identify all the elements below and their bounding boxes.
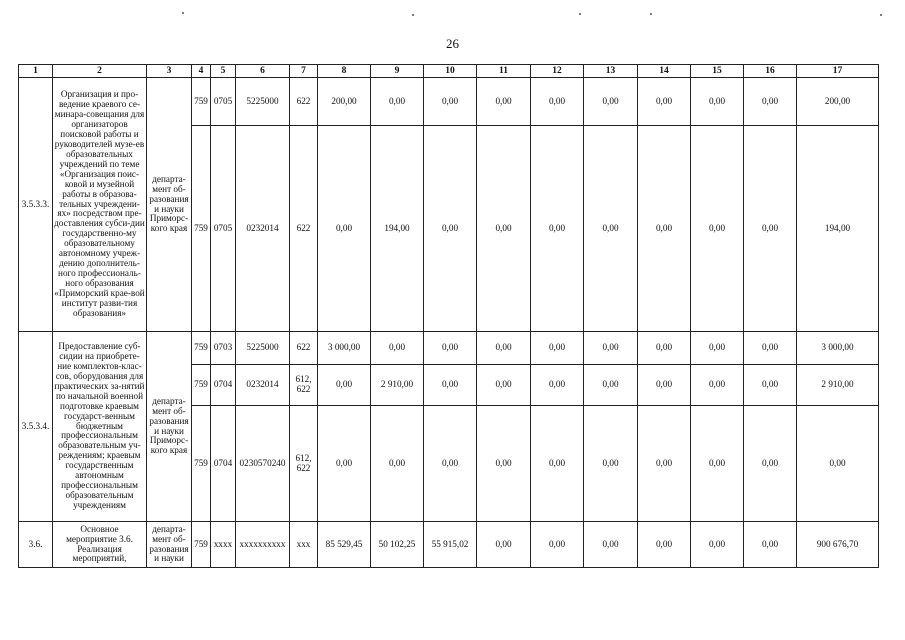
table-cell: 622 <box>290 332 318 365</box>
table-cell: 0,00 <box>371 406 424 522</box>
table-cell: 0232014 <box>236 126 290 332</box>
row-number: 3.6. <box>19 522 53 568</box>
column-header: 11 <box>477 65 531 78</box>
table-cell: 0,00 <box>371 78 424 126</box>
budget-table <box>18 64 879 568</box>
table-cell: 0,00 <box>318 406 371 522</box>
executor: департа-мент об-разования и науки Приморс-кого края <box>147 332 192 522</box>
table-cell: 0,00 <box>638 365 691 406</box>
table-cell: 759 <box>192 406 211 522</box>
table-cell: 3 000,00 <box>318 332 371 365</box>
table-cell: 0,00 <box>744 406 797 522</box>
activity-name: Организация и про-ведение краевого се-минара-совещания для организаторов поисковой работы и руководителей музе-ев образовательных учреждений по теме «Организация поис-ковой и музейной работы в образова-тельных учреждени-ях» посредством пре-доставления субси-дии государственно-му образовательному автономному учреж-дению дополнитель-ного профессиональ-ного образования «Приморский крае-вой институт разви-тия образования» <box>53 78 147 332</box>
column-header: 4 <box>192 65 211 78</box>
table-cell: 0,00 <box>477 332 531 365</box>
column-header: 2 <box>53 65 147 78</box>
column-header: 15 <box>691 65 744 78</box>
column-header: 8 <box>318 65 371 78</box>
table-cell: xxxxxxxxxx <box>236 522 290 568</box>
table-cell: 85 529,45 <box>318 522 371 568</box>
table-cell: 0705 <box>211 78 236 126</box>
column-header: 14 <box>638 65 691 78</box>
table-cell: 0,00 <box>638 406 691 522</box>
scan-speck <box>579 13 581 15</box>
table-cell: 0,00 <box>371 332 424 365</box>
column-header: 6 <box>236 65 290 78</box>
table-cell: 0,00 <box>691 522 744 568</box>
table-row <box>19 522 879 568</box>
table-cell: 2 910,00 <box>797 365 879 406</box>
table-cell: 0,00 <box>424 332 477 365</box>
table-cell: 0,00 <box>477 78 531 126</box>
table-cell: 612, 622 <box>290 365 318 406</box>
table-cell: 0,00 <box>584 365 638 406</box>
table-cell: 0,00 <box>638 126 691 332</box>
table-cell: 50 102,25 <box>371 522 424 568</box>
row-number: 3.5.3.4. <box>19 332 53 522</box>
table-cell: 0,00 <box>584 406 638 522</box>
table-cell: 0,00 <box>638 332 691 365</box>
table-cell: 759 <box>192 522 211 568</box>
table-cell: 0,00 <box>477 406 531 522</box>
table-cell: 3 000,00 <box>797 332 879 365</box>
scan-speck <box>182 12 184 14</box>
table-cell: 900 676,70 <box>797 522 879 568</box>
column-header: 13 <box>584 65 638 78</box>
table-cell: 0,00 <box>531 126 584 332</box>
table-cell: 0,00 <box>531 365 584 406</box>
table-cell: 0,00 <box>797 406 879 522</box>
table-header-row <box>19 65 879 78</box>
activity-name: Основное мероприятие 3.6. Реализация мероприятий, <box>53 522 147 568</box>
table-cell: 0,00 <box>424 365 477 406</box>
table-cell: 0,00 <box>744 126 797 332</box>
table-cell: 0,00 <box>318 365 371 406</box>
table-cell: 5225000 <box>236 332 290 365</box>
table-cell: 200,00 <box>318 78 371 126</box>
activity-name: Предоставление суб-сидии на приобрете-ние комплектов-клас-сов, оборудования для практических за-нятий по начальной военной подготовке краевым государст-венным бюджетным профессиональным образовательным уч-реждениям; краевым государственным автономным профессиональным образовательным учреждениям <box>53 332 147 522</box>
table-cell: 759 <box>192 365 211 406</box>
table-cell: 0,00 <box>531 332 584 365</box>
scan-speck <box>880 14 882 16</box>
table-cell: 0,00 <box>691 332 744 365</box>
table-cell: xxxx <box>211 522 236 568</box>
executor: департа-мент об-разования и науки <box>147 522 192 568</box>
table-cell: 0,00 <box>531 406 584 522</box>
table-cell: 0,00 <box>584 522 638 568</box>
table-cell: 0,00 <box>744 332 797 365</box>
table-cell: 0704 <box>211 365 236 406</box>
table-cell: 0,00 <box>531 522 584 568</box>
table-cell: 0232014 <box>236 365 290 406</box>
column-header: 10 <box>424 65 477 78</box>
table-cell: 622 <box>290 126 318 332</box>
table-cell: 2 910,00 <box>371 365 424 406</box>
table-cell: 0,00 <box>691 406 744 522</box>
table-cell: 759 <box>192 126 211 332</box>
table-cell: 0704 <box>211 406 236 522</box>
table-cell: 0,00 <box>477 126 531 332</box>
scan-speck <box>650 13 652 15</box>
table-cell: 0,00 <box>638 78 691 126</box>
table-cell: 0,00 <box>744 365 797 406</box>
table-row <box>19 78 879 126</box>
table-cell: 0,00 <box>477 522 531 568</box>
table-cell: xxx <box>290 522 318 568</box>
table-cell: 0,00 <box>318 126 371 332</box>
table-cell: 0705 <box>211 126 236 332</box>
column-header: 5 <box>211 65 236 78</box>
table-cell: 0,00 <box>424 78 477 126</box>
table-cell: 200,00 <box>797 78 879 126</box>
column-header: 17 <box>797 65 879 78</box>
table-cell: 0,00 <box>744 78 797 126</box>
executor: департа-мент об-разования и науки Приморс-кого края <box>147 78 192 332</box>
table-cell: 0,00 <box>584 332 638 365</box>
table-cell: 0,00 <box>531 78 584 126</box>
table-cell: 194,00 <box>371 126 424 332</box>
table-cell: 0,00 <box>638 522 691 568</box>
table-cell: 0,00 <box>584 78 638 126</box>
row-number: 3.5.3.3. <box>19 78 53 332</box>
table-row <box>19 332 879 365</box>
table-cell: 0,00 <box>691 78 744 126</box>
table-cell: 622 <box>290 78 318 126</box>
column-header: 3 <box>147 65 192 78</box>
column-header: 7 <box>290 65 318 78</box>
column-header: 16 <box>744 65 797 78</box>
table-cell: 0,00 <box>744 522 797 568</box>
table-cell: 612, 622 <box>290 406 318 522</box>
table-cell: 0,00 <box>477 365 531 406</box>
table-cell: 5225000 <box>236 78 290 126</box>
table-cell: 0,00 <box>584 126 638 332</box>
scan-speck <box>412 14 414 16</box>
table-cell: 759 <box>192 78 211 126</box>
table-cell: 0,00 <box>691 126 744 332</box>
table-cell: 0230570240 <box>236 406 290 522</box>
table-cell: 0703 <box>211 332 236 365</box>
table-cell: 55 915,02 <box>424 522 477 568</box>
page-number: 26 <box>446 36 459 51</box>
column-header: 12 <box>531 65 584 78</box>
table-cell: 194,00 <box>797 126 879 332</box>
table-cell: 759 <box>192 332 211 365</box>
column-header: 1 <box>19 65 53 78</box>
table-cell: 0,00 <box>691 365 744 406</box>
table-cell: 0,00 <box>424 126 477 332</box>
table-cell: 0,00 <box>424 406 477 522</box>
column-header: 9 <box>371 65 424 78</box>
